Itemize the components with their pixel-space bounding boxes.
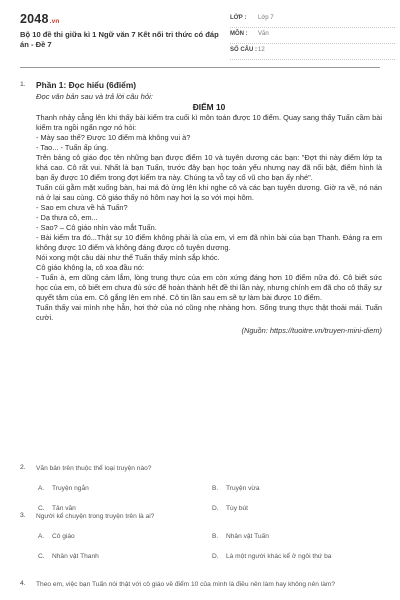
meta-subject-row xyxy=(230,28,395,44)
question-number: 1. xyxy=(20,81,26,88)
story-paragraph: - Dạ thưa cô, em... xyxy=(36,213,98,222)
option-letter: B. xyxy=(212,485,219,492)
meta-count-value: 12 xyxy=(258,47,265,53)
question-2 xyxy=(20,464,382,513)
question-text: Văn bản trên thuộc thể loại truyện nào? xyxy=(36,465,152,472)
option-letter: D. xyxy=(212,553,219,560)
document-title: Bộ 10 đề thi giữa kì 1 Ngữ văn 7 Kết nối tri thức có đáp án - Đề 7 xyxy=(20,30,219,49)
story-paragraph: - Tuấn à, em dũng cảm lắm, lòng trung thực của em còn xứng đáng hơn 10 điểm nữa đó. Cô biết sức học của em, cô biết em chưa đủ sức để hoàn thành hết đề thi lần này, nhưng chính em đã cho cô thấy sự quyết tâm của em. Cô gắng lên em nhé. Cô tin lần sau em sẽ tự làm bài được 10 điểm. xyxy=(36,273,382,302)
meta-count-row xyxy=(230,44,395,60)
site-logo[interactable] xyxy=(20,12,60,26)
question-text: Người kể chuyện trong truyện trên là ai? xyxy=(36,513,155,520)
meta-grade-label: LỚP : xyxy=(230,15,247,21)
meta-subject-value: Văn xyxy=(258,31,269,37)
option-d[interactable] xyxy=(212,505,248,512)
answer-options xyxy=(20,485,382,513)
option-letter: A. xyxy=(38,533,45,540)
option-d[interactable] xyxy=(212,553,331,560)
story-paragraph: Cô giáo không la, cô xoa đầu nó: xyxy=(36,263,145,272)
option-text: Cô giáo xyxy=(52,533,75,540)
option-letter: C. xyxy=(38,505,45,512)
option-a[interactable] xyxy=(38,485,89,492)
meta-grade-row xyxy=(230,12,395,28)
story-paragraph: Nói xong một câu dài như thế Tuấn thấy mình sắp khóc. xyxy=(36,253,220,262)
question-number: 4. xyxy=(20,580,26,587)
story-paragraph: Tuấn thấy vai mình nhẹ hẫn, hơi thở của nó cũng nhẹ nhàng hơn. Sống trung thực thật thoải mái. Tuấn cười. xyxy=(36,303,382,322)
story-title: ĐIỂM 10 xyxy=(192,102,226,112)
reading-instruction: Đọc văn bản sau và trả lời câu hỏi: xyxy=(36,92,153,101)
header-divider xyxy=(20,67,380,68)
logo-text: 2048 xyxy=(20,12,49,26)
part-title: Phần 1: Đọc hiểu (6điểm) xyxy=(36,80,137,90)
story-paragraph: Tuấn cúi gằm mặt xuống bàn, hai má đỏ ửng lên khi nghe cô và các bạn tuyên dương. Giờ ra về, nó nán ná ở lại sau cùng. Cô giáo thấy nó hôm nay hơi lạ so với mọi hôm. xyxy=(36,183,382,202)
option-text: Tản văn xyxy=(52,505,76,512)
option-c[interactable] xyxy=(38,505,76,512)
story-paragraph: Trên bảng cô giáo đọc tên những bạn được điểm 10 và tuyên dương các bạn: "Đợt thi này điểm lớp ta khá cao. Cô rất vui. Nhất là bạn Tuấn, trước đây bạn học toán yếu nhưng nay đã nổi bật, điểm hình là bạn ấy được 10 điểm trong đợt kiểm tra này. Chúng ta vỗ tay cổ vũ cho bạn ấy nhé". xyxy=(36,153,382,182)
question-number: 3. xyxy=(20,512,26,519)
logo-suffix: .vn xyxy=(49,18,60,25)
meta-subject-label: MÔN : xyxy=(230,31,248,37)
answer-options xyxy=(20,533,382,561)
option-text: Truyện vừa xyxy=(226,485,260,492)
story-paragraph: - Sao? – Cô giáo nhìn vào mắt Tuấn. xyxy=(36,223,157,232)
option-a[interactable] xyxy=(38,533,75,540)
question-number: 2. xyxy=(20,464,26,471)
question-4 xyxy=(20,580,382,589)
option-letter: D. xyxy=(212,505,219,512)
option-text: Nhân vật Tuấn xyxy=(226,533,269,540)
option-letter: B. xyxy=(212,533,219,540)
option-b[interactable] xyxy=(212,485,260,492)
document-header xyxy=(0,0,400,64)
story-paragraph: - Bài kiểm tra đó...Thật sự 10 điểm không phải là của em, vì em đã nhìn bài của bạn Thanh. Đáng ra em không được 10 điểm và không đáng được cô tuyên dương. xyxy=(36,233,382,252)
story-paragraph: - Mày sao thế? Được 10 điểm mà không vui à? xyxy=(36,133,191,142)
option-text: Tùy bút xyxy=(226,505,248,512)
story-source: (Nguồn: https://tuoitre.vn/truyen-mini-diem) xyxy=(241,326,382,335)
option-text: Là một người khác kể ở ngôi thứ ba xyxy=(226,553,332,560)
option-b[interactable] xyxy=(212,533,269,540)
story-paragraph: Thanh nhảy cẫng lên khi thấy bài kiểm tra cuối kì môn toán được 10 điểm. Quay sang thấy Tuấn cầm bài kiểm tra ngồi ngẩn ngơ nó hỏi: xyxy=(36,113,382,132)
option-letter: C. xyxy=(38,553,45,560)
meta-grade-value: Lớp 7 xyxy=(258,15,274,21)
meta-count-label: SỐ CÂU : xyxy=(230,47,257,53)
story-paragraph: - Tao... - Tuấn ấp úng. xyxy=(36,143,109,152)
question-text: Theo em, việc bạn Tuấn nói thật với cô giáo về điểm 10 của mình là điều nên làm hay không nên làm? xyxy=(36,581,336,588)
story-paragraph: - Sao em chưa về hả Tuấn? xyxy=(36,203,128,212)
question-1-reading xyxy=(20,80,382,337)
option-text: Truyện ngắn xyxy=(52,485,89,492)
option-text: Nhân vật Thanh xyxy=(52,553,99,560)
option-letter: A. xyxy=(38,485,45,492)
question-3 xyxy=(20,512,382,561)
option-c[interactable] xyxy=(38,553,99,560)
